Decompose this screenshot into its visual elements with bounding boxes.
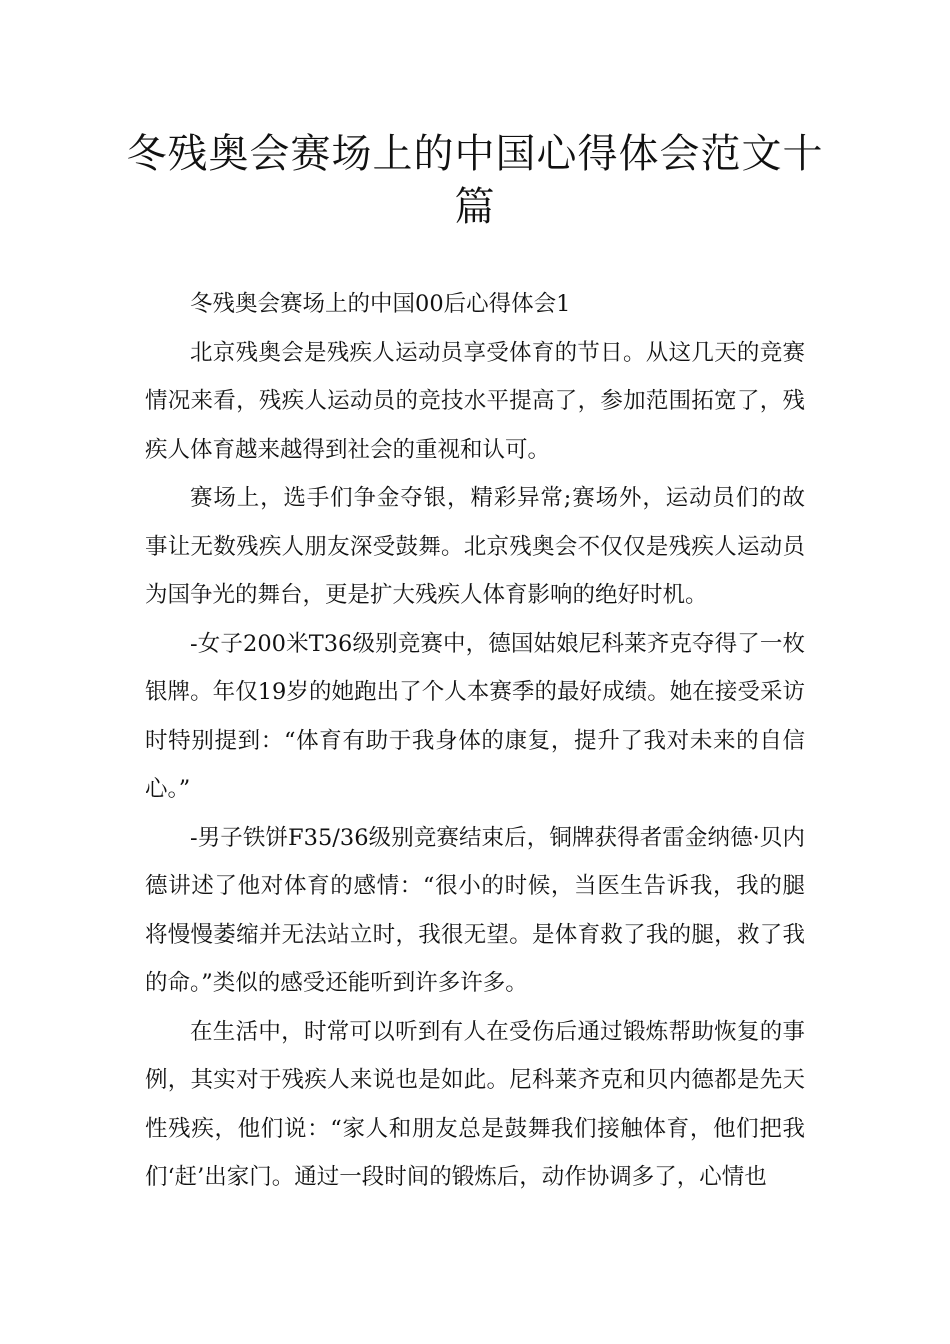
paragraph: 赛场上，选手们争金夺银，精彩异常;赛场外，运动员们的故事让无数残疾人朋友深受鼓舞。北京残奥会不仅仅是残疾人运动员为国争光的舞台，更是扩大残疾人体育影响的绝好时机。: [145, 485, 805, 608]
paragraph: 在生活中，时常可以听到有人在受伤后通过锻炼帮助恢复的事例，其实对于残疾人来说也是如此。尼科莱齐克和贝内德都是先天性残疾，他们说：“家人和朋友总是鼓舞我们接触体育，他们把我们‘赶’出家门。通过一段时间的锻炼后，动作协调多了，心情也: [145, 1018, 805, 1190]
paragraph: 北京残奥会是残疾人运动员享受体育的节日。从这几天的竞赛情况来看，残疾人运动员的竞技水平提高了，参加范围拓宽了，残疾人体育越来越得到社会的重视和认可。: [145, 339, 805, 463]
document-body: [145, 280, 805, 1202]
paragraph-subtitle: 冬残奥会赛场上的中国00后心得体会1: [190, 291, 571, 317]
paragraph: -女子200米T36级别竞赛中，德国姑娘尼科莱齐克夺得了一枚银牌。年仅19岁的她跑出了个人本赛季的最好成绩。她在接受采访时特别提到：“体育有助于我身体的康复，提升了我对未来的自信心。”: [145, 630, 805, 802]
document-title: 冬残奥会赛场上的中国心得体会范文十篇: [126, 131, 824, 230]
paragraph: -男子铁饼F35/36级别竞赛结束后，铜牌获得者雷金纳德·贝内德讲述了他对体育的感情：“很小的时候，当医生告诉我，我的腿将慢慢萎缩并无法站立时，我很无望。是体育救了我的腿，救了我的命。”类似的感受还能听到许多许多。: [145, 824, 805, 996]
